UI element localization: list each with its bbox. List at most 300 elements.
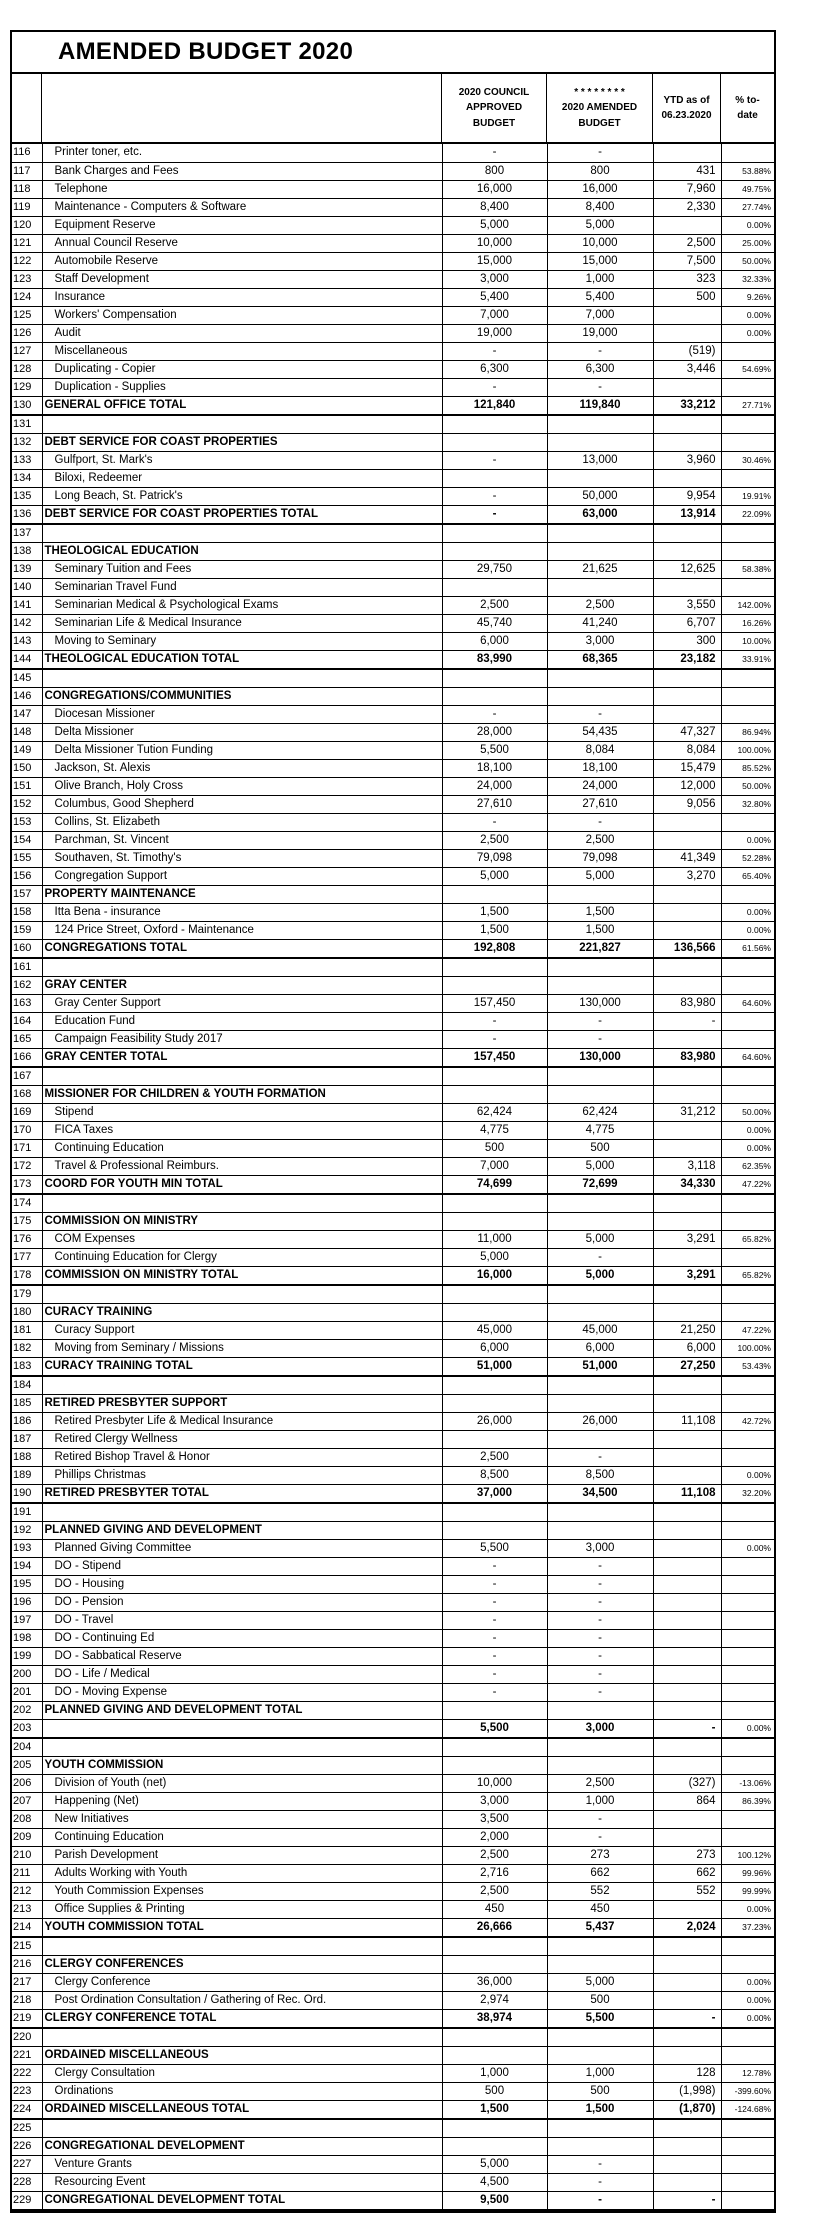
line-number: [12, 1973, 42, 1991]
ytd-cell: [653, 1285, 721, 1304]
approved-budget-cell: [442, 1900, 547, 1918]
percent-cell: [721, 1285, 774, 1304]
page-title: AMENDED BUDGET 2020: [58, 38, 354, 65]
percent-cell: [721, 1412, 774, 1430]
ytd-cell: [653, 1738, 721, 1757]
line-number: [12, 1539, 42, 1557]
line-description-text: CLERGY CONFERENCE TOTAL: [44, 2011, 217, 2024]
line-number: [12, 1394, 42, 1412]
ytd-cell-text: 31,212: [680, 1105, 716, 1118]
line-description-text: THEOLOGICAL EDUCATION: [44, 544, 199, 557]
section-header-row: [12, 1955, 774, 1973]
ytd-cell: [653, 1230, 721, 1248]
ytd-cell: [653, 1810, 721, 1828]
table-row: [12, 1864, 774, 1882]
line-number-text: 142: [13, 616, 32, 629]
line-number-text: 133: [13, 453, 32, 466]
line-description: [42, 2082, 442, 2100]
approved-budget-cell: [442, 1448, 547, 1466]
line-description: [42, 542, 442, 560]
amended-budget-cell: [547, 1810, 653, 1828]
ytd-cell: [653, 198, 721, 216]
amended-budget-cell: [547, 1593, 653, 1611]
table-row: [12, 378, 774, 396]
approved-budget-cell: [442, 1647, 547, 1665]
percent-cell: [721, 560, 774, 578]
percent-cell: [721, 306, 774, 324]
amended-budget-cell-text: 119,840: [579, 398, 621, 411]
approved-budget-cell: [442, 1955, 547, 1973]
line-description: [42, 1701, 442, 1719]
amended-budget-cell: [547, 469, 653, 487]
ytd-cell: [653, 378, 721, 396]
amended-budget-cell: [547, 939, 653, 958]
ytd-cell-text: 300: [696, 634, 716, 647]
percent-cell-text: 30.46%: [742, 454, 771, 465]
amended-budget-cell-text: 5,000: [585, 1975, 615, 1988]
line-number-text: 201: [13, 1685, 32, 1698]
approved-budget-cell: [442, 958, 547, 977]
approved-budget-cell: [442, 378, 547, 396]
line-number-text: 131: [13, 417, 32, 430]
ytd-cell: [653, 1412, 721, 1430]
percent-cell: [721, 1484, 774, 1503]
approved-budget-cell: [442, 903, 547, 921]
line-description: [42, 2046, 442, 2064]
amended-budget-cell: [547, 306, 653, 324]
percent-cell: [721, 1521, 774, 1539]
amended-budget-cell: [547, 342, 653, 360]
percent-cell: [721, 1230, 774, 1248]
percent-cell-text: 19.91%: [742, 490, 771, 501]
line-description: [42, 1230, 442, 1248]
amended-budget-cell: [547, 994, 653, 1012]
approved-budget-cell-text: 7,000: [480, 1159, 509, 1172]
section-header-row: [12, 1756, 774, 1774]
percent-cell: [721, 469, 774, 487]
line-description: [42, 1139, 442, 1157]
amended-budget-cell: [547, 144, 653, 162]
line-number-text: 122: [13, 254, 32, 267]
ytd-cell-text: -: [711, 2011, 716, 2024]
approved-budget-cell-text: 37,000: [476, 1486, 513, 1499]
approved-budget-cell-text: 15,000: [476, 254, 513, 267]
amended-budget-cell-text: 273: [590, 1848, 610, 1861]
ytd-cell-text: (519): [688, 344, 716, 357]
ytd-cell: [653, 1846, 721, 1864]
percent-cell: [721, 813, 774, 831]
ytd-cell: [653, 958, 721, 977]
approved-budget-cell-text: 9,500: [480, 2193, 509, 2206]
line-description: [42, 2009, 442, 2028]
percent-cell: [721, 1701, 774, 1719]
ytd-cell-text: -: [711, 2193, 716, 2206]
line-description-text: DEBT SERVICE FOR COAST PROPERTIES: [44, 435, 278, 448]
amended-budget-cell-text: 1,000: [585, 1794, 615, 1807]
amended-budget-cell-text: 5,437: [585, 1920, 615, 1933]
ytd-cell: [653, 360, 721, 378]
amended-budget-cell-text: -: [598, 2157, 602, 2170]
line-description-text: Seminary Tuition and Fees: [54, 562, 192, 575]
percent-cell: [721, 378, 774, 396]
ytd-cell: [653, 2155, 721, 2173]
line-number-text: 198: [13, 1631, 32, 1644]
line-description: [42, 1973, 442, 1991]
line-number: [12, 1756, 42, 1774]
percent-cell: [721, 795, 774, 813]
ytd-cell-text: 7,500: [686, 254, 716, 267]
percent-cell: [721, 1810, 774, 1828]
amended-budget-cell: [547, 451, 653, 469]
line-description: [42, 1248, 442, 1266]
header-line: % to-: [735, 94, 760, 106]
line-description: [42, 1683, 442, 1701]
ytd-cell: [653, 831, 721, 849]
table-row: [12, 1991, 774, 2009]
line-number: [12, 1357, 42, 1376]
header-line: 2020 COUNCIL: [458, 86, 530, 98]
approved-budget-cell: [442, 1738, 547, 1757]
line-number: [12, 1448, 42, 1466]
percent-cell-text: -124.68%: [734, 2103, 771, 2114]
percent-cell: [721, 144, 774, 162]
approved-budget-cell: [442, 360, 547, 378]
line-number-text: 129: [13, 380, 32, 393]
amended-budget-cell-text: 1,000: [585, 2066, 615, 2079]
line-description: [42, 669, 442, 688]
line-number-text: 132: [13, 435, 32, 448]
percent-cell-text: 50.00%: [742, 780, 771, 791]
approved-budget-cell-text: 83,990: [476, 652, 513, 665]
amended-budget-cell-text: -: [598, 1250, 602, 1263]
percent-cell: [721, 1139, 774, 1157]
amended-budget-cell-text: 50,000: [582, 489, 618, 502]
ytd-cell-text: 552: [696, 1884, 716, 1897]
line-number: [12, 2119, 42, 2138]
ytd-cell: [653, 759, 721, 777]
amended-budget-cell: [547, 1303, 653, 1321]
line-description: [42, 777, 442, 795]
ytd-cell: [653, 1792, 721, 1810]
line-number-text: 229: [13, 2193, 32, 2206]
line-description-text: Continuing Education: [54, 1830, 164, 1843]
line-description-text: Collins, St. Elizabeth: [54, 815, 160, 828]
line-number-text: 155: [13, 851, 32, 864]
ytd-cell: [653, 1466, 721, 1484]
approved-budget-cell-text: 4,500: [480, 2175, 509, 2188]
table-row: [12, 360, 774, 378]
ytd-cell: [653, 849, 721, 867]
line-description: [42, 433, 442, 451]
line-description: [42, 1539, 442, 1557]
ytd-cell: [653, 1357, 721, 1376]
line-description-text: Delta Missioner Tution Funding: [54, 743, 214, 756]
amended-budget-cell: [547, 1448, 653, 1466]
percent-cell: [721, 1575, 774, 1593]
approved-budget-cell: [442, 396, 547, 415]
percent-cell-text: 64.60%: [742, 997, 771, 1008]
amended-budget-cell-text: -: [598, 1812, 602, 1825]
total-row: [12, 1918, 774, 1937]
line-description: [42, 849, 442, 867]
line-number-text: 182: [13, 1341, 32, 1354]
line-number: [12, 2082, 42, 2100]
amended-budget-cell: [547, 813, 653, 831]
line-number-text: 200: [13, 1667, 32, 1680]
approved-budget-cell: [442, 939, 547, 958]
line-number-text: 221: [13, 2048, 32, 2061]
table-row: [12, 1067, 774, 1086]
percent-cell: [721, 1593, 774, 1611]
ytd-cell: [653, 1303, 721, 1321]
line-number: [12, 270, 42, 288]
percent-cell: [721, 669, 774, 688]
approved-budget-cell: [442, 2009, 547, 2028]
approved-budget-cell-text: 2,974: [480, 1993, 509, 2006]
percent-cell: [721, 578, 774, 596]
line-description: [42, 288, 442, 306]
ytd-cell-text: 33,212: [680, 398, 716, 411]
line-number-text: 136: [13, 507, 32, 520]
line-number-text: 173: [13, 1177, 32, 1190]
line-description-text: Parish Development: [54, 1848, 159, 1861]
approved-budget-cell: [442, 813, 547, 831]
amended-budget-cell: [547, 2028, 653, 2047]
percent-cell: [721, 162, 774, 180]
amended-budget-cell: [547, 1212, 653, 1230]
ytd-cell-text: 3,291: [686, 1268, 716, 1281]
amended-budget-cell-text: 8,084: [585, 743, 615, 756]
total-row: [12, 1266, 774, 1285]
line-number-text: 135: [13, 489, 32, 502]
amended-budget-cell: [547, 270, 653, 288]
line-description-text: Stipend: [54, 1105, 94, 1118]
ytd-cell-text: 9,954: [686, 489, 716, 502]
approved-budget-cell-text: 2,000: [480, 1830, 509, 1843]
amended-budget-cell-text: -: [598, 1649, 602, 1662]
line-description: [42, 1266, 442, 1285]
ytd-cell: [653, 1882, 721, 1900]
line-description-text: CLERGY CONFERENCES: [44, 1957, 184, 1970]
line-number-text: 192: [13, 1523, 32, 1536]
percent-cell-text: 0.00%: [746, 1142, 771, 1153]
line-description-text: Long Beach, St. Patrick's: [54, 489, 183, 502]
amended-budget-cell: [547, 1774, 653, 1792]
approved-budget-cell-text: -: [492, 1685, 497, 1698]
table-row: [12, 849, 774, 867]
line-number: [12, 2100, 42, 2119]
ytd-cell: [653, 1266, 721, 1285]
ytd-cell-text: 3,291: [686, 1232, 716, 1245]
approved-budget-cell-text: 500: [484, 2084, 505, 2097]
amended-budget-cell: [547, 795, 653, 813]
line-number-text: 116: [13, 146, 31, 159]
amended-budget-cell: [547, 1973, 653, 1991]
line-description-text: New Initiatives: [54, 1812, 129, 1825]
line-description: [42, 1647, 442, 1665]
line-number-text: 125: [13, 308, 32, 321]
amended-budget-cell: [547, 1194, 653, 1213]
table-row: [12, 1810, 774, 1828]
approved-budget-cell-text: 4,775: [480, 1123, 509, 1136]
approved-budget-cell: [442, 1376, 547, 1395]
amended-budget-cell: [547, 2064, 653, 2082]
approved-budget-cell: [442, 1321, 547, 1339]
line-number: [12, 2155, 42, 2173]
amended-budget-cell: [547, 1103, 653, 1121]
amended-budget-cell-text: 450: [590, 1902, 610, 1915]
table-row: [12, 1030, 774, 1048]
percent-cell-text: 142.00%: [737, 599, 771, 610]
approved-budget-cell-text: 5,000: [480, 1250, 509, 1263]
line-description: [42, 1067, 442, 1086]
amended-budget-cell-text: -: [598, 2193, 602, 2206]
table-row: [12, 2119, 774, 2138]
line-number: [12, 1412, 42, 1430]
approved-budget-cell-text: 3,000: [480, 1794, 509, 1807]
ytd-cell-text: 3,550: [686, 598, 716, 611]
approved-budget-cell: [442, 1412, 547, 1430]
percent-cell: [721, 921, 774, 939]
line-description-text: Moving from Seminary / Missions: [54, 1341, 224, 1354]
ytd-cell: [653, 1030, 721, 1048]
table-row: [12, 1665, 774, 1683]
table-row: [12, 1738, 774, 1757]
line-number-text: 159: [13, 923, 32, 936]
line-description: [42, 1719, 442, 1738]
line-description-text: Clergy Conference: [54, 1975, 151, 1988]
approved-budget-cell: [442, 469, 547, 487]
line-description: [42, 524, 442, 543]
line-number: [12, 469, 42, 487]
approved-budget-cell: [442, 1484, 547, 1503]
line-number-text: 126: [13, 326, 32, 339]
section-header-row: [12, 885, 774, 903]
approved-budget-cell-text: -: [492, 1595, 497, 1608]
percent-cell: [721, 741, 774, 759]
percent-cell: [721, 1266, 774, 1285]
line-number: [12, 360, 42, 378]
amended-budget-cell-text: 15,000: [582, 254, 618, 267]
line-number: [12, 198, 42, 216]
line-description: [42, 1557, 442, 1575]
ytd-cell: [653, 270, 721, 288]
line-number: [12, 1701, 42, 1719]
approved-budget-cell-text: 26,000: [476, 1414, 513, 1427]
amended-budget-cell: [547, 1484, 653, 1503]
line-number: [12, 1303, 42, 1321]
line-description-text: Continuing Education: [54, 1141, 164, 1154]
ytd-cell-text: -: [711, 1014, 716, 1027]
approved-budget-cell-text: 3,500: [480, 1812, 509, 1825]
amended-budget-cell: [547, 867, 653, 885]
approved-budget-cell-text: 1,000: [480, 2066, 509, 2079]
amended-budget-cell: [547, 1521, 653, 1539]
line-number-text: 207: [13, 1794, 32, 1807]
line-number: [12, 2028, 42, 2047]
line-number: [12, 288, 42, 306]
approved-budget-cell: [442, 1085, 547, 1103]
ytd-cell-text: 2,330: [686, 200, 716, 213]
ytd-cell: [653, 614, 721, 632]
approved-budget-cell: [442, 1882, 547, 1900]
ytd-cell: [653, 1900, 721, 1918]
line-description-text: Gray Center Support: [54, 996, 161, 1009]
percent-cell: [721, 958, 774, 977]
line-number: [12, 1918, 42, 1937]
amended-budget-cell: [547, 1955, 653, 1973]
percent-cell: [721, 1991, 774, 2009]
line-description: [42, 1194, 442, 1213]
table-row: [12, 1012, 774, 1030]
line-number: [12, 1157, 42, 1175]
table-row: [12, 813, 774, 831]
percent-cell-text: 0.00%: [746, 1542, 771, 1553]
ytd-cell-text: 3,446: [686, 362, 716, 375]
line-description: [42, 1030, 442, 1048]
line-number-text: 180: [13, 1305, 32, 1318]
approved-budget-cell: [442, 1846, 547, 1864]
amended-budget-cell-text: 7,000: [585, 308, 615, 321]
percent-cell-text: 100.00%: [737, 744, 771, 755]
line-number: [12, 650, 42, 669]
percent-cell-text: 47.22%: [742, 1324, 771, 1335]
line-number-text: 140: [13, 580, 32, 593]
line-description-text: Campaign Feasibility Study 2017: [54, 1032, 223, 1045]
percent-cell: [721, 505, 774, 524]
approved-budget-cell-text: 1,500: [480, 2102, 509, 2115]
line-number-text: 152: [13, 797, 32, 810]
amended-budget-cell-text: -: [598, 2175, 602, 2188]
line-number: [12, 777, 42, 795]
line-number-text: 183: [13, 1359, 32, 1372]
amended-budget-cell: [547, 162, 653, 180]
total-row: [12, 1484, 774, 1503]
ytd-cell-text: 41,349: [680, 851, 716, 864]
ytd-cell: [653, 1683, 721, 1701]
line-description: [42, 1503, 442, 1522]
line-number-text: 123: [13, 272, 32, 285]
percent-cell-text: 32.33%: [742, 273, 771, 284]
line-number: [12, 1521, 42, 1539]
amended-budget-cell-text: 4,775: [585, 1123, 615, 1136]
approved-budget-cell-text: 26,666: [476, 1920, 513, 1933]
ytd-cell: [653, 1864, 721, 1882]
line-description-text: CONGREGATIONS/COMMUNITIES: [44, 689, 232, 702]
percent-cell: [721, 2046, 774, 2064]
total-row: [12, 2009, 774, 2028]
ytd-cell-text: 7,960: [686, 182, 716, 195]
approved-budget-cell-text: 5,500: [480, 1541, 509, 1554]
amended-budget-cell-text: -: [598, 380, 602, 393]
approved-budget-cell-text: -: [492, 815, 497, 828]
percent-cell: [721, 360, 774, 378]
amended-budget-cell: [547, 1085, 653, 1103]
approved-budget-cell: [442, 216, 547, 234]
line-description-text: Equipment Reserve: [54, 218, 156, 231]
approved-budget-cell-text: 2,500: [480, 1450, 509, 1463]
approved-budget-cell-text: 16,000: [476, 1268, 513, 1281]
line-number-text: 143: [13, 634, 32, 647]
ytd-cell: [653, 288, 721, 306]
percent-cell: [721, 1303, 774, 1321]
ytd-cell: [653, 2064, 721, 2082]
ytd-cell: [653, 1991, 721, 2009]
line-number-text: 199: [13, 1649, 32, 1662]
approved-budget-cell-text: 5,400: [480, 290, 509, 303]
ytd-cell: [653, 216, 721, 234]
line-description: [42, 1412, 442, 1430]
